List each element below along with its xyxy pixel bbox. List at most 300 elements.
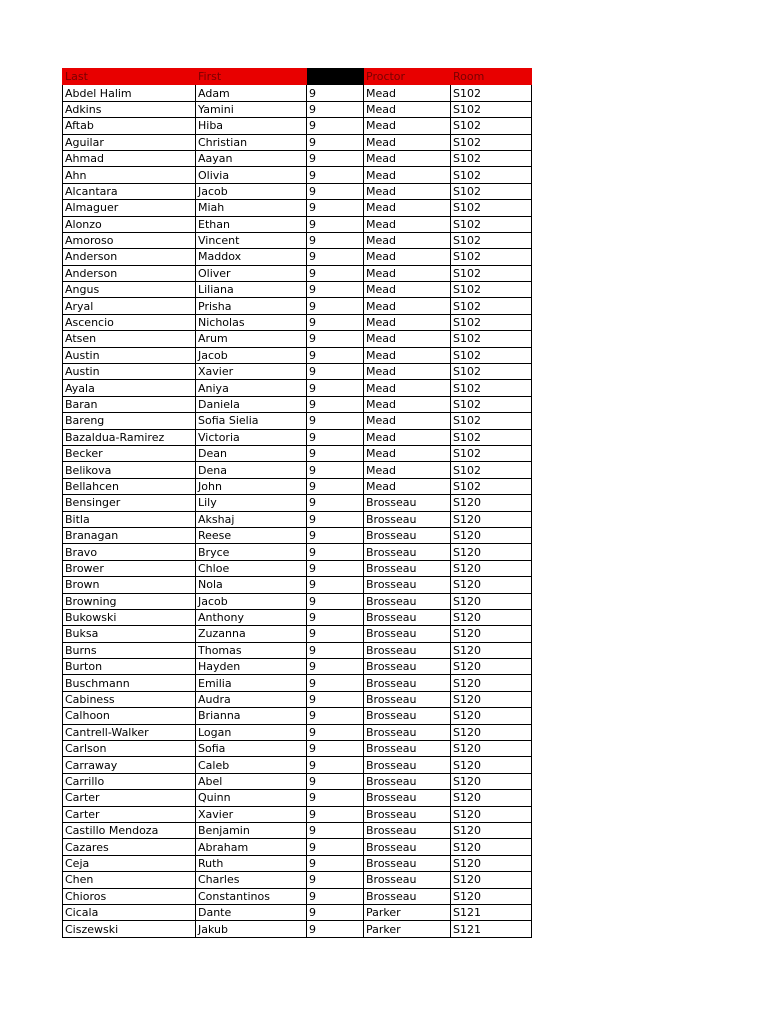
cell-room[interactable]: S120 <box>451 708 532 724</box>
cell-proctor[interactable]: Brosseau <box>364 839 451 855</box>
cell-grade[interactable]: 9 <box>307 708 364 724</box>
cell-grade[interactable]: 9 <box>307 462 364 478</box>
cell-first[interactable]: Dena <box>196 462 307 478</box>
cell-first[interactable]: Abraham <box>196 839 307 855</box>
table-body <box>63 85 532 937</box>
cell-proctor[interactable]: Mead <box>364 118 451 134</box>
cell-first[interactable]: John <box>196 478 307 494</box>
cell-last[interactable]: Bitla <box>63 511 196 527</box>
cell-first[interactable]: Bryce <box>196 544 307 560</box>
cell-proctor[interactable]: Brosseau <box>364 495 451 511</box>
cell-first[interactable]: Olivia <box>196 167 307 183</box>
cell-room[interactable]: S120 <box>451 806 532 822</box>
cell-first[interactable]: Jakub <box>196 921 307 937</box>
cell-proctor[interactable]: Brosseau <box>364 593 451 609</box>
table-row <box>63 511 532 527</box>
cell-first[interactable]: Christian <box>196 134 307 150</box>
table-row <box>63 380 532 396</box>
cell-grade[interactable]: 9 <box>307 544 364 560</box>
table-row <box>63 544 532 560</box>
column-header-first: First <box>196 69 307 85</box>
cell-grade[interactable]: 9 <box>307 429 364 445</box>
cell-proctor[interactable]: Mead <box>364 396 451 412</box>
cell-first[interactable]: Emilia <box>196 675 307 691</box>
cell-last[interactable]: Anderson <box>63 249 196 265</box>
cell-first[interactable]: Audra <box>196 691 307 707</box>
table-row <box>63 790 532 806</box>
cell-room[interactable]: S120 <box>451 577 532 593</box>
table-row <box>63 757 532 773</box>
cell-grade[interactable]: 9 <box>307 347 364 363</box>
cell-last[interactable]: Bellahcen <box>63 478 196 494</box>
cell-grade[interactable]: 9 <box>307 282 364 298</box>
cell-grade[interactable]: 9 <box>307 380 364 396</box>
cell-last[interactable]: Amoroso <box>63 232 196 248</box>
cell-grade[interactable]: 9 <box>307 413 364 429</box>
cell-proctor[interactable]: Mead <box>364 249 451 265</box>
cell-first[interactable]: Akshaj <box>196 511 307 527</box>
cell-last[interactable]: Anderson <box>63 265 196 281</box>
cell-grade[interactable]: 9 <box>307 822 364 838</box>
cell-last[interactable]: Adkins <box>63 101 196 117</box>
cell-last[interactable]: Buksa <box>63 626 196 642</box>
cell-proctor[interactable]: Brosseau <box>364 659 451 675</box>
cell-last[interactable]: Angus <box>63 282 196 298</box>
cell-first[interactable]: Ruth <box>196 855 307 871</box>
table-row <box>63 577 532 593</box>
cell-last[interactable]: Carraway <box>63 757 196 773</box>
cell-grade[interactable]: 9 <box>307 790 364 806</box>
cell-room[interactable]: S120 <box>451 691 532 707</box>
header-row <box>63 69 532 85</box>
cell-proctor[interactable]: Mead <box>364 232 451 248</box>
cell-last[interactable]: Becker <box>63 445 196 461</box>
cell-grade[interactable]: 9 <box>307 855 364 871</box>
cell-grade[interactable]: 9 <box>307 839 364 855</box>
cell-room[interactable]: S102 <box>451 232 532 248</box>
cell-proctor[interactable]: Brosseau <box>364 855 451 871</box>
cell-proctor[interactable]: Mead <box>364 347 451 363</box>
cell-room[interactable]: S102 <box>451 364 532 380</box>
cell-first[interactable]: Nola <box>196 577 307 593</box>
cell-grade[interactable]: 9 <box>307 364 364 380</box>
cell-grade[interactable]: 9 <box>307 577 364 593</box>
cell-last[interactable]: Ascencio <box>63 314 196 330</box>
cell-room[interactable]: S120 <box>451 675 532 691</box>
cell-first[interactable]: Miah <box>196 200 307 216</box>
cell-last[interactable]: Carter <box>63 806 196 822</box>
cell-proctor[interactable]: Brosseau <box>364 806 451 822</box>
table-row <box>63 413 532 429</box>
cell-first[interactable]: Ethan <box>196 216 307 232</box>
cell-room[interactable]: S120 <box>451 642 532 658</box>
cell-room[interactable]: S120 <box>451 593 532 609</box>
cell-room[interactable]: S102 <box>451 478 532 494</box>
table-row <box>63 249 532 265</box>
cell-last[interactable]: Aguilar <box>63 134 196 150</box>
cell-proctor[interactable]: Brosseau <box>364 626 451 642</box>
cell-last[interactable]: Carter <box>63 790 196 806</box>
cell-first[interactable]: Thomas <box>196 642 307 658</box>
cell-first[interactable]: Xavier <box>196 364 307 380</box>
column-header-grade <box>307 69 364 85</box>
cell-grade[interactable]: 9 <box>307 560 364 576</box>
cell-grade[interactable]: 9 <box>307 511 364 527</box>
cell-first[interactable]: Yamini <box>196 101 307 117</box>
cell-first[interactable]: Logan <box>196 724 307 740</box>
cell-last[interactable]: Burns <box>63 642 196 658</box>
cell-grade[interactable]: 9 <box>307 806 364 822</box>
cell-proctor[interactable]: Brosseau <box>364 822 451 838</box>
cell-last[interactable]: Carrillo <box>63 773 196 789</box>
cell-first[interactable]: Anthony <box>196 609 307 625</box>
table-row <box>63 232 532 248</box>
table-row <box>63 429 532 445</box>
cell-room[interactable]: S102 <box>451 150 532 166</box>
cell-grade[interactable]: 9 <box>307 642 364 658</box>
cell-last[interactable]: Ahmad <box>63 150 196 166</box>
cell-last[interactable]: Buschmann <box>63 675 196 691</box>
cell-first[interactable]: Zuzanna <box>196 626 307 642</box>
cell-room[interactable]: S120 <box>451 773 532 789</box>
cell-first[interactable]: Aniya <box>196 380 307 396</box>
cell-proctor[interactable]: Mead <box>364 413 451 429</box>
table-row <box>63 118 532 134</box>
cell-room[interactable]: S121 <box>451 904 532 920</box>
cell-grade[interactable]: 9 <box>307 314 364 330</box>
cell-proctor[interactable]: Mead <box>364 183 451 199</box>
cell-last[interactable]: Alonzo <box>63 216 196 232</box>
cell-last[interactable]: Ceja <box>63 855 196 871</box>
cell-grade[interactable]: 9 <box>307 675 364 691</box>
cell-first[interactable]: Chloe <box>196 560 307 576</box>
cell-proctor[interactable]: Mead <box>364 200 451 216</box>
cell-proctor[interactable]: Mead <box>364 429 451 445</box>
cell-first[interactable]: Jacob <box>196 183 307 199</box>
table-row <box>63 200 532 216</box>
cell-proctor[interactable]: Mead <box>364 478 451 494</box>
cell-proctor[interactable]: Brosseau <box>364 888 451 904</box>
cell-last[interactable]: Cazares <box>63 839 196 855</box>
table-row <box>63 167 532 183</box>
table-row <box>63 462 532 478</box>
cell-last[interactable]: Burton <box>63 659 196 675</box>
cell-room[interactable]: S102 <box>451 413 532 429</box>
cell-last[interactable]: Cabiness <box>63 691 196 707</box>
cell-first[interactable]: Charles <box>196 872 307 888</box>
table-header <box>63 69 532 85</box>
cell-last[interactable]: Bravo <box>63 544 196 560</box>
cell-room[interactable]: S120 <box>451 560 532 576</box>
table-row <box>63 560 532 576</box>
cell-proctor[interactable]: Mead <box>364 282 451 298</box>
cell-room[interactable]: S102 <box>451 347 532 363</box>
table-row <box>63 691 532 707</box>
cell-proctor[interactable]: Brosseau <box>364 872 451 888</box>
cell-grade[interactable]: 9 <box>307 101 364 117</box>
cell-proctor[interactable]: Brosseau <box>364 642 451 658</box>
cell-proctor[interactable]: Mead <box>364 364 451 380</box>
cell-room[interactable]: S120 <box>451 511 532 527</box>
cell-last[interactable]: Browning <box>63 593 196 609</box>
cell-grade[interactable]: 9 <box>307 249 364 265</box>
cell-proctor[interactable]: Brosseau <box>364 544 451 560</box>
cell-last[interactable]: Bazaldua-Ramirez <box>63 429 196 445</box>
cell-room[interactable]: S102 <box>451 118 532 134</box>
cell-room[interactable]: S120 <box>451 790 532 806</box>
cell-first[interactable]: Lily <box>196 495 307 511</box>
cell-grade[interactable]: 9 <box>307 741 364 757</box>
cell-last[interactable]: Calhoon <box>63 708 196 724</box>
cell-last[interactable]: Chioros <box>63 888 196 904</box>
cell-grade[interactable]: 9 <box>307 216 364 232</box>
table-row <box>63 904 532 920</box>
cell-grade[interactable]: 9 <box>307 150 364 166</box>
cell-last[interactable]: Bukowski <box>63 609 196 625</box>
cell-first[interactable]: Xavier <box>196 806 307 822</box>
cell-room[interactable]: S120 <box>451 839 532 855</box>
cell-last[interactable]: Cantrell-Walker <box>63 724 196 740</box>
cell-first[interactable]: Jacob <box>196 593 307 609</box>
cell-grade[interactable]: 9 <box>307 872 364 888</box>
cell-first[interactable]: Daniela <box>196 396 307 412</box>
cell-proctor[interactable]: Brosseau <box>364 773 451 789</box>
cell-grade[interactable]: 9 <box>307 396 364 412</box>
cell-grade[interactable]: 9 <box>307 773 364 789</box>
cell-first[interactable]: Sofia <box>196 741 307 757</box>
cell-room[interactable]: S102 <box>451 396 532 412</box>
cell-first[interactable]: Hayden <box>196 659 307 675</box>
cell-room[interactable]: S120 <box>451 659 532 675</box>
cell-room[interactable]: S102 <box>451 282 532 298</box>
cell-room[interactable]: S120 <box>451 544 532 560</box>
cell-proctor[interactable]: Brosseau <box>364 741 451 757</box>
cell-last[interactable]: Austin <box>63 347 196 363</box>
cell-proctor[interactable]: Brosseau <box>364 724 451 740</box>
cell-grade[interactable]: 9 <box>307 331 364 347</box>
cell-room[interactable]: S102 <box>451 101 532 117</box>
cell-room[interactable]: S120 <box>451 855 532 871</box>
cell-last[interactable]: Aryal <box>63 298 196 314</box>
cell-grade[interactable]: 9 <box>307 200 364 216</box>
table-row <box>63 364 532 380</box>
table-row <box>63 872 532 888</box>
cell-last[interactable]: Austin <box>63 364 196 380</box>
cell-room[interactable]: S120 <box>451 609 532 625</box>
cell-grade[interactable]: 9 <box>307 445 364 461</box>
cell-grade[interactable]: 9 <box>307 593 364 609</box>
cell-proctor[interactable]: Mead <box>364 85 451 101</box>
cell-first[interactable]: Liliana <box>196 282 307 298</box>
cell-proctor[interactable]: Mead <box>364 298 451 314</box>
cell-grade[interactable]: 9 <box>307 495 364 511</box>
table-row <box>63 839 532 855</box>
cell-last[interactable]: Cicala <box>63 904 196 920</box>
cell-room[interactable]: S120 <box>451 527 532 543</box>
cell-room[interactable]: S120 <box>451 872 532 888</box>
cell-first[interactable]: Aayan <box>196 150 307 166</box>
cell-proctor[interactable]: Brosseau <box>364 560 451 576</box>
cell-first[interactable]: Hiba <box>196 118 307 134</box>
cell-first[interactable]: Quinn <box>196 790 307 806</box>
cell-first[interactable]: Abel <box>196 773 307 789</box>
cell-first[interactable]: Arum <box>196 331 307 347</box>
table-row <box>63 216 532 232</box>
cell-grade[interactable]: 9 <box>307 659 364 675</box>
cell-grade[interactable]: 9 <box>307 626 364 642</box>
cell-first[interactable]: Adam <box>196 85 307 101</box>
cell-room[interactable]: S102 <box>451 200 532 216</box>
cell-last[interactable]: Castillo Mendoza <box>63 822 196 838</box>
cell-grade[interactable]: 9 <box>307 921 364 937</box>
cell-grade[interactable]: 9 <box>307 298 364 314</box>
cell-grade[interactable]: 9 <box>307 478 364 494</box>
cell-first[interactable]: Nicholas <box>196 314 307 330</box>
cell-room[interactable]: S120 <box>451 626 532 642</box>
cell-proctor[interactable]: Mead <box>364 150 451 166</box>
cell-first[interactable]: Dean <box>196 445 307 461</box>
cell-proctor[interactable]: Mead <box>364 331 451 347</box>
cell-grade[interactable]: 9 <box>307 118 364 134</box>
cell-proctor[interactable]: Mead <box>364 445 451 461</box>
cell-proctor[interactable]: Mead <box>364 380 451 396</box>
cell-proctor[interactable]: Brosseau <box>364 757 451 773</box>
table-row <box>63 593 532 609</box>
cell-room[interactable]: S102 <box>451 216 532 232</box>
cell-last[interactable]: Ayala <box>63 380 196 396</box>
cell-room[interactable]: S102 <box>451 85 532 101</box>
cell-first[interactable]: Caleb <box>196 757 307 773</box>
cell-grade[interactable]: 9 <box>307 527 364 543</box>
cell-grade[interactable]: 9 <box>307 85 364 101</box>
cell-first[interactable]: Benjamin <box>196 822 307 838</box>
cell-grade[interactable]: 9 <box>307 609 364 625</box>
cell-proctor[interactable]: Mead <box>364 265 451 281</box>
cell-room[interactable]: S102 <box>451 167 532 183</box>
cell-room[interactable]: S102 <box>451 380 532 396</box>
cell-last[interactable]: Abdel Halim <box>63 85 196 101</box>
cell-first[interactable]: Victoria <box>196 429 307 445</box>
cell-proctor[interactable]: Brosseau <box>364 511 451 527</box>
cell-room[interactable]: S102 <box>451 249 532 265</box>
cell-grade[interactable]: 9 <box>307 888 364 904</box>
cell-proctor[interactable]: Brosseau <box>364 708 451 724</box>
cell-room[interactable]: S102 <box>451 462 532 478</box>
cell-grade[interactable]: 9 <box>307 167 364 183</box>
cell-first[interactable]: Prisha <box>196 298 307 314</box>
cell-proctor[interactable]: Brosseau <box>364 609 451 625</box>
cell-last[interactable]: Carlson <box>63 741 196 757</box>
table-row <box>63 134 532 150</box>
cell-proctor[interactable]: Mead <box>364 167 451 183</box>
table-row <box>63 609 532 625</box>
cell-last[interactable]: Almaguer <box>63 200 196 216</box>
cell-first[interactable]: Vincent <box>196 232 307 248</box>
table-row <box>63 183 532 199</box>
cell-last[interactable]: Brown <box>63 577 196 593</box>
cell-grade[interactable]: 9 <box>307 134 364 150</box>
cell-grade[interactable]: 9 <box>307 265 364 281</box>
cell-last[interactable]: Branagan <box>63 527 196 543</box>
cell-room[interactable]: S120 <box>451 757 532 773</box>
table-row <box>63 298 532 314</box>
cell-proctor[interactable]: Parker <box>364 904 451 920</box>
cell-first[interactable]: Jacob <box>196 347 307 363</box>
cell-proctor[interactable]: Brosseau <box>364 577 451 593</box>
cell-room[interactable]: S120 <box>451 888 532 904</box>
cell-room[interactable]: S102 <box>451 331 532 347</box>
cell-room[interactable]: S102 <box>451 298 532 314</box>
cell-last[interactable]: Baran <box>63 396 196 412</box>
table-row <box>63 724 532 740</box>
roster-sheet <box>62 68 532 938</box>
table-row <box>63 527 532 543</box>
cell-room[interactable]: S102 <box>451 314 532 330</box>
cell-proctor[interactable]: Mead <box>364 101 451 117</box>
cell-grade[interactable]: 9 <box>307 724 364 740</box>
cell-proctor[interactable]: Mead <box>364 134 451 150</box>
cell-room[interactable]: S102 <box>451 183 532 199</box>
cell-first[interactable]: Constantinos <box>196 888 307 904</box>
cell-first[interactable]: Oliver <box>196 265 307 281</box>
cell-proctor[interactable]: Brosseau <box>364 691 451 707</box>
cell-first[interactable]: Maddox <box>196 249 307 265</box>
cell-room[interactable]: S102 <box>451 134 532 150</box>
table-row <box>63 626 532 642</box>
table-row <box>63 921 532 937</box>
cell-grade[interactable]: 9 <box>307 757 364 773</box>
cell-first[interactable]: Brianna <box>196 708 307 724</box>
cell-room[interactable]: S120 <box>451 724 532 740</box>
cell-last[interactable]: Ahn <box>63 167 196 183</box>
cell-last[interactable]: Atsen <box>63 331 196 347</box>
cell-proctor[interactable]: Parker <box>364 921 451 937</box>
table-row <box>63 396 532 412</box>
cell-grade[interactable]: 9 <box>307 232 364 248</box>
cell-grade[interactable]: 9 <box>307 691 364 707</box>
cell-first[interactable]: Dante <box>196 904 307 920</box>
cell-proctor[interactable]: Mead <box>364 462 451 478</box>
cell-proctor[interactable]: Mead <box>364 314 451 330</box>
cell-proctor[interactable]: Brosseau <box>364 527 451 543</box>
cell-room[interactable]: S120 <box>451 822 532 838</box>
cell-last[interactable]: Chen <box>63 872 196 888</box>
cell-last[interactable]: Bareng <box>63 413 196 429</box>
table-row <box>63 642 532 658</box>
cell-last[interactable]: Ciszewski <box>63 921 196 937</box>
cell-room[interactable]: S102 <box>451 429 532 445</box>
cell-room[interactable]: S121 <box>451 921 532 937</box>
cell-proctor[interactable]: Brosseau <box>364 675 451 691</box>
cell-room[interactable]: S102 <box>451 445 532 461</box>
cell-grade[interactable]: 9 <box>307 183 364 199</box>
cell-grade[interactable]: 9 <box>307 904 364 920</box>
cell-first[interactable]: Reese <box>196 527 307 543</box>
cell-last[interactable]: Brower <box>63 560 196 576</box>
cell-last[interactable]: Aftab <box>63 118 196 134</box>
cell-last[interactable]: Belikova <box>63 462 196 478</box>
cell-proctor[interactable]: Brosseau <box>364 790 451 806</box>
cell-room[interactable]: S102 <box>451 265 532 281</box>
cell-first[interactable]: Sofia Sielia <box>196 413 307 429</box>
cell-last[interactable]: Bensinger <box>63 495 196 511</box>
column-header-room: Room <box>451 69 532 85</box>
roster-table <box>62 68 532 938</box>
cell-proctor[interactable]: Mead <box>364 216 451 232</box>
cell-room[interactable]: S120 <box>451 741 532 757</box>
cell-room[interactable]: S120 <box>451 495 532 511</box>
cell-last[interactable]: Alcantara <box>63 183 196 199</box>
